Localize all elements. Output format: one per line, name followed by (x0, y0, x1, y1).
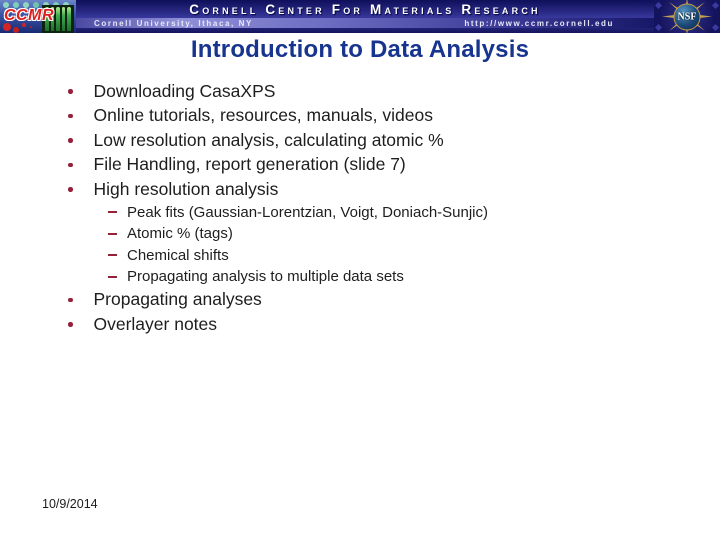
list-item (68, 104, 696, 129)
banner-title-band (76, 0, 654, 33)
org-url-link: http://www.ccmr.cornell.edu (464, 18, 614, 28)
bullet-dot-icon (68, 114, 73, 119)
bullet-text: Atomic % (tags) (127, 225, 233, 243)
bullet-list (68, 79, 696, 337)
bullet-dot-icon (68, 298, 73, 303)
slide-title: Introduction to Data Analysis (190, 36, 530, 63)
org-name: Cornell Center For Materials Research (189, 2, 541, 17)
footer-date: 10/9/2014 (42, 497, 98, 511)
org-subtitle-stripe (76, 18, 654, 28)
bullet-text: Overlayer notes (93, 313, 218, 334)
sub-list-item (68, 245, 696, 267)
list-item (68, 177, 696, 202)
bullet-dot-icon (68, 163, 73, 168)
list-item (68, 153, 696, 178)
bullet-dot-icon (68, 138, 73, 143)
list-item (68, 79, 696, 104)
bullet-text: Online tutorials, resources, manuals, videos (93, 105, 433, 126)
bullet-dash-icon (108, 211, 117, 213)
nsf-logo-text: NSF (677, 11, 697, 22)
ccmr-logo-text: CCMR (4, 7, 54, 24)
sub-list-item (68, 202, 696, 224)
bullet-text: Downloading CasaXPS (93, 80, 276, 101)
bullet-dot-icon (68, 322, 73, 327)
bullet-text: Propagating analyses (93, 289, 262, 310)
bullet-dash-icon (108, 254, 117, 256)
bullet-dash-icon (108, 276, 117, 278)
bullet-dash-icon (108, 233, 117, 235)
nsf-globe-icon (674, 3, 701, 30)
ccmr-logo (0, 0, 76, 33)
bullet-dot-icon (68, 89, 73, 94)
bullet-text: File Handling, report generation (slide 7) (93, 154, 406, 175)
nsf-logo (654, 0, 720, 33)
header-banner (0, 0, 720, 33)
sub-list-item (68, 266, 696, 288)
list-item (68, 128, 696, 153)
bullet-text: Peak fits (Gaussian-Lorentzian, Voigt, Doniach-Sunjic) (127, 203, 489, 221)
bullet-dot-icon (68, 187, 73, 192)
list-item (68, 288, 696, 313)
list-item (68, 312, 696, 337)
bullet-text: Propagating analysis to multiple data sets (127, 268, 404, 286)
bullet-text: High resolution analysis (93, 178, 279, 199)
org-location: Cornell University, Ithaca, NY (94, 18, 253, 28)
sub-list-item (68, 223, 696, 245)
bullet-text: Chemical shifts (127, 246, 229, 264)
bullet-text: Low resolution analysis, calculating atomic % (93, 129, 444, 150)
